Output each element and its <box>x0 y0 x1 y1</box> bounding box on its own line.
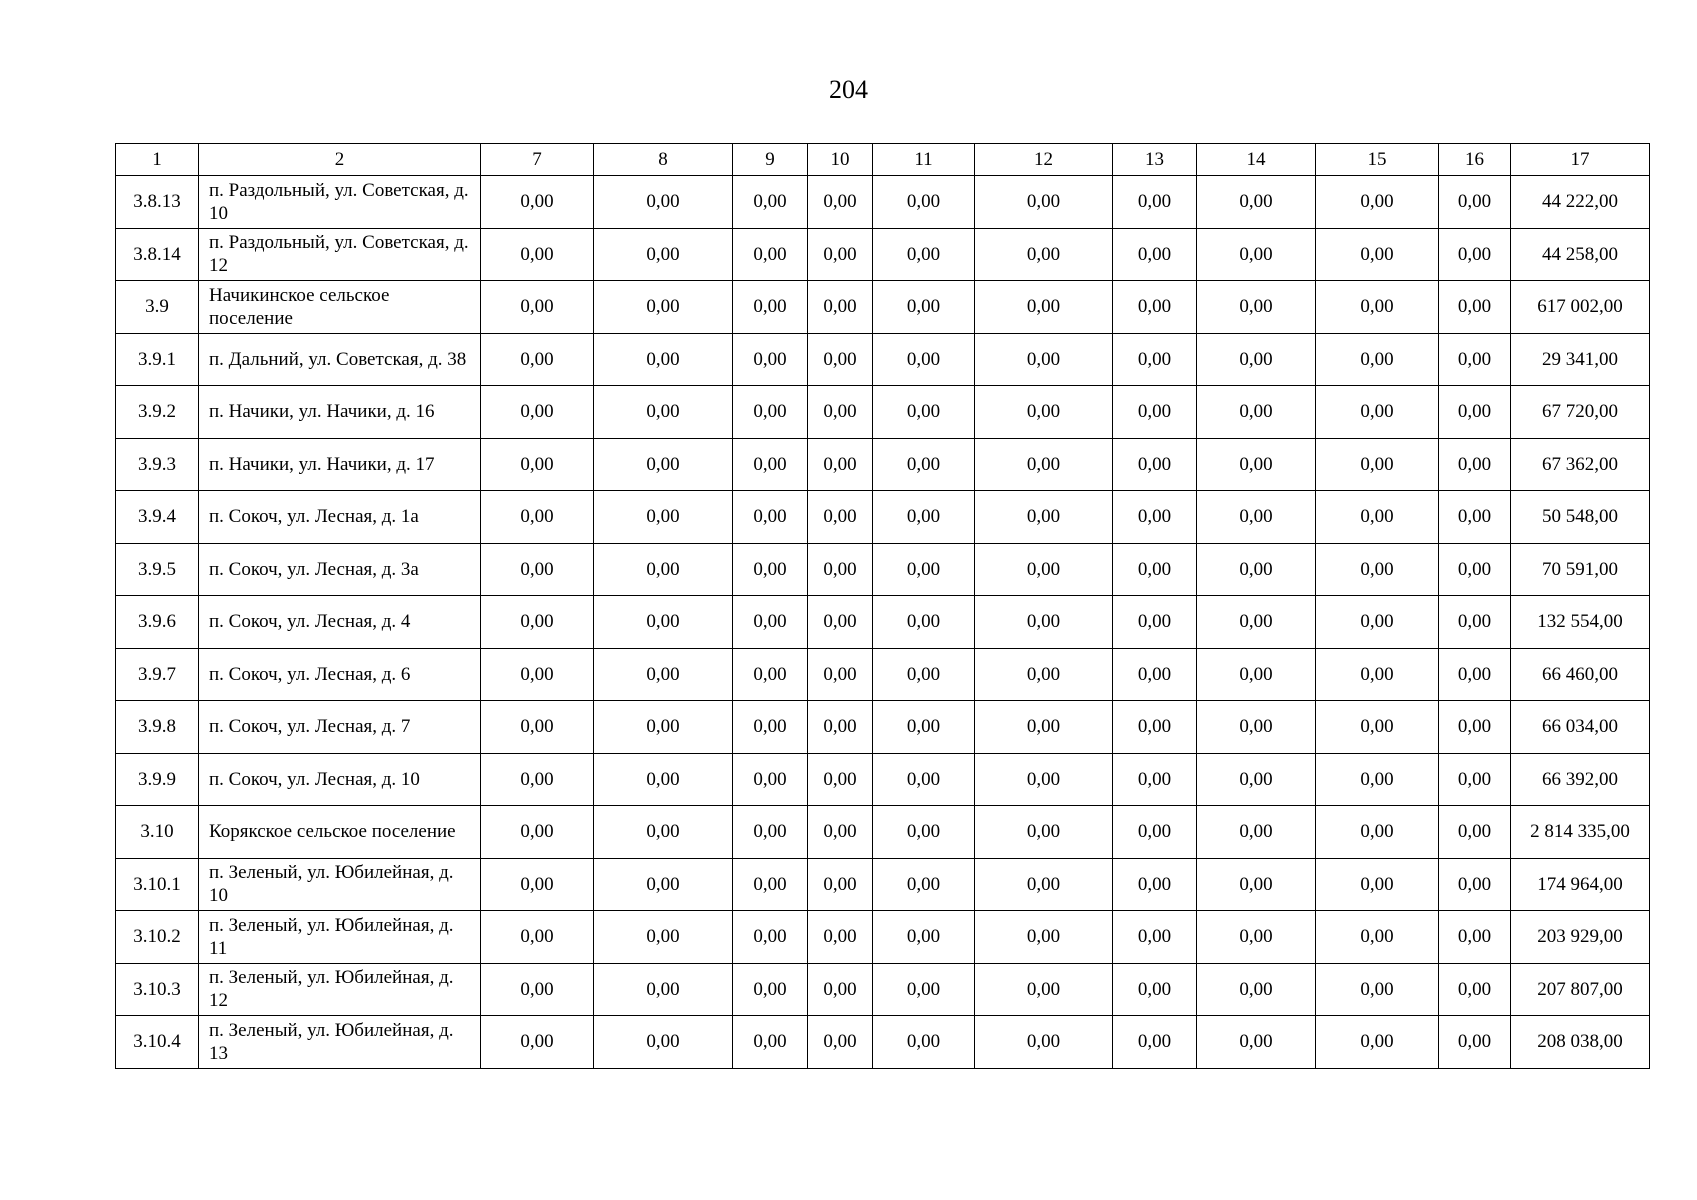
row-id-cell: 3.10.4 <box>116 1016 199 1069</box>
value-cell: 0,00 <box>873 333 975 386</box>
row-name-cell: п. Раздольный, ул. Советская, д. 12 <box>199 228 481 281</box>
column-header: 14 <box>1197 144 1316 176</box>
row-name-cell: п. Сокоч, ул. Лесная, д. 3а <box>199 543 481 596</box>
value-cell: 0,00 <box>873 1016 975 1069</box>
value-cell: 0,00 <box>808 543 873 596</box>
value-cell: 0,00 <box>1113 228 1197 281</box>
value-cell: 0,00 <box>1316 753 1439 806</box>
value-cell: 0,00 <box>594 963 733 1016</box>
row-name-cell: п. Начики, ул. Начики, д. 16 <box>199 386 481 439</box>
total-cell: 207 807,00 <box>1511 963 1650 1016</box>
column-header: 10 <box>808 144 873 176</box>
value-cell: 0,00 <box>873 386 975 439</box>
value-cell: 0,00 <box>594 543 733 596</box>
column-header: 1 <box>116 144 199 176</box>
value-cell: 0,00 <box>481 648 594 701</box>
table-row <box>116 281 1650 334</box>
value-cell: 0,00 <box>975 491 1113 544</box>
value-cell: 0,00 <box>975 176 1113 229</box>
value-cell: 0,00 <box>873 176 975 229</box>
value-cell: 0,00 <box>1113 858 1197 911</box>
value-cell: 0,00 <box>1113 1016 1197 1069</box>
value-cell: 0,00 <box>594 281 733 334</box>
value-cell: 0,00 <box>975 858 1113 911</box>
total-cell: 67 720,00 <box>1511 386 1650 439</box>
row-name-cell: Начикинское сельское поселение <box>199 281 481 334</box>
value-cell: 0,00 <box>1316 491 1439 544</box>
value-cell: 0,00 <box>808 491 873 544</box>
value-cell: 0,00 <box>1197 596 1316 649</box>
table-row <box>116 648 1650 701</box>
value-cell: 0,00 <box>733 176 808 229</box>
value-cell: 0,00 <box>975 281 1113 334</box>
total-cell: 66 392,00 <box>1511 753 1650 806</box>
value-cell: 0,00 <box>594 333 733 386</box>
total-cell: 66 034,00 <box>1511 701 1650 754</box>
value-cell: 0,00 <box>481 491 594 544</box>
value-cell: 0,00 <box>1197 176 1316 229</box>
value-cell: 0,00 <box>1316 701 1439 754</box>
value-cell: 0,00 <box>481 386 594 439</box>
total-cell: 132 554,00 <box>1511 596 1650 649</box>
value-cell: 0,00 <box>808 596 873 649</box>
row-id-cell: 3.8.13 <box>116 176 199 229</box>
row-name-cell: п. Зеленый, ул. Юбилейная, д. 12 <box>199 963 481 1016</box>
row-name-cell: п. Сокоч, ул. Лесная, д. 1а <box>199 491 481 544</box>
value-cell: 0,00 <box>1197 963 1316 1016</box>
value-cell: 0,00 <box>733 1016 808 1069</box>
total-cell: 44 222,00 <box>1511 176 1650 229</box>
value-cell: 0,00 <box>1439 1016 1511 1069</box>
table-row <box>116 963 1650 1016</box>
value-cell: 0,00 <box>1113 753 1197 806</box>
value-cell: 0,00 <box>1197 543 1316 596</box>
value-cell: 0,00 <box>1197 911 1316 964</box>
value-cell: 0,00 <box>1113 596 1197 649</box>
value-cell: 0,00 <box>1439 806 1511 859</box>
row-id-cell: 3.9.9 <box>116 753 199 806</box>
value-cell: 0,00 <box>1439 963 1511 1016</box>
value-cell: 0,00 <box>1197 753 1316 806</box>
value-cell: 0,00 <box>481 806 594 859</box>
total-cell: 29 341,00 <box>1511 333 1650 386</box>
value-cell: 0,00 <box>808 386 873 439</box>
value-cell: 0,00 <box>1439 386 1511 439</box>
value-cell: 0,00 <box>481 176 594 229</box>
value-cell: 0,00 <box>975 596 1113 649</box>
value-cell: 0,00 <box>733 753 808 806</box>
value-cell: 0,00 <box>1197 648 1316 701</box>
value-cell: 0,00 <box>1197 701 1316 754</box>
column-header: 17 <box>1511 144 1650 176</box>
row-name-cell: п. Зеленый, ул. Юбилейная, д. 10 <box>199 858 481 911</box>
row-id-cell: 3.10.2 <box>116 911 199 964</box>
value-cell: 0,00 <box>975 648 1113 701</box>
value-cell: 0,00 <box>975 228 1113 281</box>
value-cell: 0,00 <box>1316 281 1439 334</box>
value-cell: 0,00 <box>1113 701 1197 754</box>
value-cell: 0,00 <box>1316 806 1439 859</box>
row-id-cell: 3.9.7 <box>116 648 199 701</box>
value-cell: 0,00 <box>873 438 975 491</box>
row-name-cell: п. Сокоч, ул. Лесная, д. 6 <box>199 648 481 701</box>
value-cell: 0,00 <box>1113 333 1197 386</box>
total-cell: 174 964,00 <box>1511 858 1650 911</box>
row-name-cell: п. Начики, ул. Начики, д. 17 <box>199 438 481 491</box>
value-cell: 0,00 <box>1439 596 1511 649</box>
value-cell: 0,00 <box>808 648 873 701</box>
total-cell: 67 362,00 <box>1511 438 1650 491</box>
value-cell: 0,00 <box>1113 438 1197 491</box>
value-cell: 0,00 <box>975 963 1113 1016</box>
row-name-cell: Корякское сельское поселение <box>199 806 481 859</box>
row-name-cell: п. Зеленый, ул. Юбилейная, д. 11 <box>199 911 481 964</box>
value-cell: 0,00 <box>1197 806 1316 859</box>
table-row <box>116 491 1650 544</box>
value-cell: 0,00 <box>1316 543 1439 596</box>
value-cell: 0,00 <box>594 806 733 859</box>
value-cell: 0,00 <box>733 386 808 439</box>
value-cell: 0,00 <box>1439 648 1511 701</box>
table-row <box>116 438 1650 491</box>
value-cell: 0,00 <box>1439 491 1511 544</box>
value-cell: 0,00 <box>975 753 1113 806</box>
header-row <box>116 144 1650 176</box>
value-cell: 0,00 <box>873 281 975 334</box>
value-cell: 0,00 <box>733 911 808 964</box>
value-cell: 0,00 <box>873 701 975 754</box>
table-row <box>116 333 1650 386</box>
table-row <box>116 1016 1650 1069</box>
value-cell: 0,00 <box>733 963 808 1016</box>
value-cell: 0,00 <box>873 806 975 859</box>
value-cell: 0,00 <box>481 911 594 964</box>
value-cell: 0,00 <box>481 858 594 911</box>
value-cell: 0,00 <box>733 858 808 911</box>
value-cell: 0,00 <box>594 386 733 439</box>
value-cell: 0,00 <box>733 701 808 754</box>
value-cell: 0,00 <box>1197 858 1316 911</box>
table-row <box>116 176 1650 229</box>
column-header: 16 <box>1439 144 1511 176</box>
value-cell: 0,00 <box>873 753 975 806</box>
value-cell: 0,00 <box>733 648 808 701</box>
value-cell: 0,00 <box>733 543 808 596</box>
value-cell: 0,00 <box>975 911 1113 964</box>
value-cell: 0,00 <box>1197 386 1316 439</box>
column-header: 9 <box>733 144 808 176</box>
value-cell: 0,00 <box>1316 176 1439 229</box>
value-cell: 0,00 <box>733 228 808 281</box>
value-cell: 0,00 <box>481 333 594 386</box>
value-cell: 0,00 <box>1113 963 1197 1016</box>
value-cell: 0,00 <box>594 648 733 701</box>
value-cell: 0,00 <box>873 491 975 544</box>
table-row <box>116 543 1650 596</box>
row-id-cell: 3.9 <box>116 281 199 334</box>
value-cell: 0,00 <box>1113 911 1197 964</box>
value-cell: 0,00 <box>594 701 733 754</box>
value-cell: 0,00 <box>808 1016 873 1069</box>
value-cell: 0,00 <box>594 858 733 911</box>
value-cell: 0,00 <box>594 753 733 806</box>
value-cell: 0,00 <box>873 596 975 649</box>
value-cell: 0,00 <box>808 858 873 911</box>
value-cell: 0,00 <box>975 333 1113 386</box>
value-cell: 0,00 <box>1113 491 1197 544</box>
value-cell: 0,00 <box>1439 333 1511 386</box>
value-cell: 0,00 <box>808 963 873 1016</box>
value-cell: 0,00 <box>594 228 733 281</box>
value-cell: 0,00 <box>808 911 873 964</box>
value-cell: 0,00 <box>1197 491 1316 544</box>
value-cell: 0,00 <box>481 701 594 754</box>
row-id-cell: 3.9.5 <box>116 543 199 596</box>
total-cell: 203 929,00 <box>1511 911 1650 964</box>
value-cell: 0,00 <box>808 333 873 386</box>
value-cell: 0,00 <box>975 1016 1113 1069</box>
value-cell: 0,00 <box>1439 438 1511 491</box>
table-row <box>116 858 1650 911</box>
total-cell: 70 591,00 <box>1511 543 1650 596</box>
value-cell: 0,00 <box>873 228 975 281</box>
value-cell: 0,00 <box>481 438 594 491</box>
value-cell: 0,00 <box>481 753 594 806</box>
value-cell: 0,00 <box>1439 281 1511 334</box>
value-cell: 0,00 <box>594 491 733 544</box>
value-cell: 0,00 <box>1439 858 1511 911</box>
row-id-cell: 3.8.14 <box>116 228 199 281</box>
row-name-cell: п. Сокоч, ул. Лесная, д. 4 <box>199 596 481 649</box>
value-cell: 0,00 <box>733 438 808 491</box>
value-cell: 0,00 <box>1113 806 1197 859</box>
value-cell: 0,00 <box>594 596 733 649</box>
value-cell: 0,00 <box>1439 543 1511 596</box>
value-cell: 0,00 <box>808 281 873 334</box>
value-cell: 0,00 <box>1197 333 1316 386</box>
value-cell: 0,00 <box>733 333 808 386</box>
page-number: 204 <box>829 75 868 104</box>
row-id-cell: 3.10.3 <box>116 963 199 1016</box>
value-cell: 0,00 <box>1316 333 1439 386</box>
value-cell: 0,00 <box>1316 1016 1439 1069</box>
table-body <box>116 176 1650 1069</box>
value-cell: 0,00 <box>975 806 1113 859</box>
value-cell: 0,00 <box>1113 543 1197 596</box>
value-cell: 0,00 <box>1439 753 1511 806</box>
total-cell: 44 258,00 <box>1511 228 1650 281</box>
value-cell: 0,00 <box>1197 1016 1316 1069</box>
total-cell: 66 460,00 <box>1511 648 1650 701</box>
value-cell: 0,00 <box>975 701 1113 754</box>
row-name-cell: п. Зеленый, ул. Юбилейная, д. 13 <box>199 1016 481 1069</box>
value-cell: 0,00 <box>873 858 975 911</box>
value-cell: 0,00 <box>808 228 873 281</box>
column-header: 8 <box>594 144 733 176</box>
value-cell: 0,00 <box>1439 228 1511 281</box>
value-cell: 0,00 <box>481 963 594 1016</box>
value-cell: 0,00 <box>1316 386 1439 439</box>
row-id-cell: 3.9.6 <box>116 596 199 649</box>
value-cell: 0,00 <box>873 543 975 596</box>
value-cell: 0,00 <box>1316 648 1439 701</box>
value-cell: 0,00 <box>1197 281 1316 334</box>
value-cell: 0,00 <box>481 543 594 596</box>
value-cell: 0,00 <box>733 596 808 649</box>
table-row <box>116 701 1650 754</box>
value-cell: 0,00 <box>481 596 594 649</box>
total-cell: 50 548,00 <box>1511 491 1650 544</box>
column-header: 7 <box>481 144 594 176</box>
table-row <box>116 806 1650 859</box>
value-cell: 0,00 <box>1439 701 1511 754</box>
value-cell: 0,00 <box>873 911 975 964</box>
value-cell: 0,00 <box>1316 438 1439 491</box>
value-cell: 0,00 <box>1197 438 1316 491</box>
table-row <box>116 386 1650 439</box>
value-cell: 0,00 <box>808 176 873 229</box>
value-cell: 0,00 <box>873 963 975 1016</box>
value-cell: 0,00 <box>481 1016 594 1069</box>
table-row <box>116 753 1650 806</box>
column-header: 13 <box>1113 144 1197 176</box>
row-name-cell: п. Раздольный, ул. Советская, д. 10 <box>199 176 481 229</box>
row-name-cell: п. Сокоч, ул. Лесная, д. 10 <box>199 753 481 806</box>
value-cell: 0,00 <box>594 438 733 491</box>
total-cell: 208 038,00 <box>1511 1016 1650 1069</box>
column-header: 11 <box>873 144 975 176</box>
value-cell: 0,00 <box>1113 281 1197 334</box>
column-header: 15 <box>1316 144 1439 176</box>
column-header: 12 <box>975 144 1113 176</box>
column-header: 2 <box>199 144 481 176</box>
table-row <box>116 596 1650 649</box>
row-id-cell: 3.9.1 <box>116 333 199 386</box>
value-cell: 0,00 <box>1316 858 1439 911</box>
value-cell: 0,00 <box>733 806 808 859</box>
value-cell: 0,00 <box>1113 648 1197 701</box>
value-cell: 0,00 <box>733 491 808 544</box>
value-cell: 0,00 <box>481 281 594 334</box>
value-cell: 0,00 <box>975 386 1113 439</box>
row-id-cell: 3.10.1 <box>116 858 199 911</box>
value-cell: 0,00 <box>594 176 733 229</box>
table-header <box>116 144 1650 176</box>
row-id-cell: 3.10 <box>116 806 199 859</box>
table-row <box>116 228 1650 281</box>
value-cell: 0,00 <box>975 438 1113 491</box>
value-cell: 0,00 <box>1113 386 1197 439</box>
row-id-cell: 3.9.3 <box>116 438 199 491</box>
value-cell: 0,00 <box>1316 911 1439 964</box>
value-cell: 0,00 <box>873 648 975 701</box>
value-cell: 0,00 <box>733 281 808 334</box>
value-cell: 0,00 <box>1316 596 1439 649</box>
value-cell: 0,00 <box>975 543 1113 596</box>
row-id-cell: 3.9.4 <box>116 491 199 544</box>
value-cell: 0,00 <box>808 753 873 806</box>
value-cell: 0,00 <box>481 228 594 281</box>
total-cell: 2 814 335,00 <box>1511 806 1650 859</box>
value-cell: 0,00 <box>1439 176 1511 229</box>
value-cell: 0,00 <box>1113 176 1197 229</box>
row-id-cell: 3.9.2 <box>116 386 199 439</box>
total-cell: 617 002,00 <box>1511 281 1650 334</box>
value-cell: 0,00 <box>1439 911 1511 964</box>
data-table <box>115 143 1650 1069</box>
value-cell: 0,00 <box>808 806 873 859</box>
value-cell: 0,00 <box>1316 963 1439 1016</box>
row-name-cell: п. Сокоч, ул. Лесная, д. 7 <box>199 701 481 754</box>
row-id-cell: 3.9.8 <box>116 701 199 754</box>
row-name-cell: п. Дальний, ул. Советская, д. 38 <box>199 333 481 386</box>
table-row <box>116 911 1650 964</box>
value-cell: 0,00 <box>594 911 733 964</box>
value-cell: 0,00 <box>1316 228 1439 281</box>
value-cell: 0,00 <box>594 1016 733 1069</box>
value-cell: 0,00 <box>1197 228 1316 281</box>
value-cell: 0,00 <box>808 438 873 491</box>
value-cell: 0,00 <box>808 701 873 754</box>
